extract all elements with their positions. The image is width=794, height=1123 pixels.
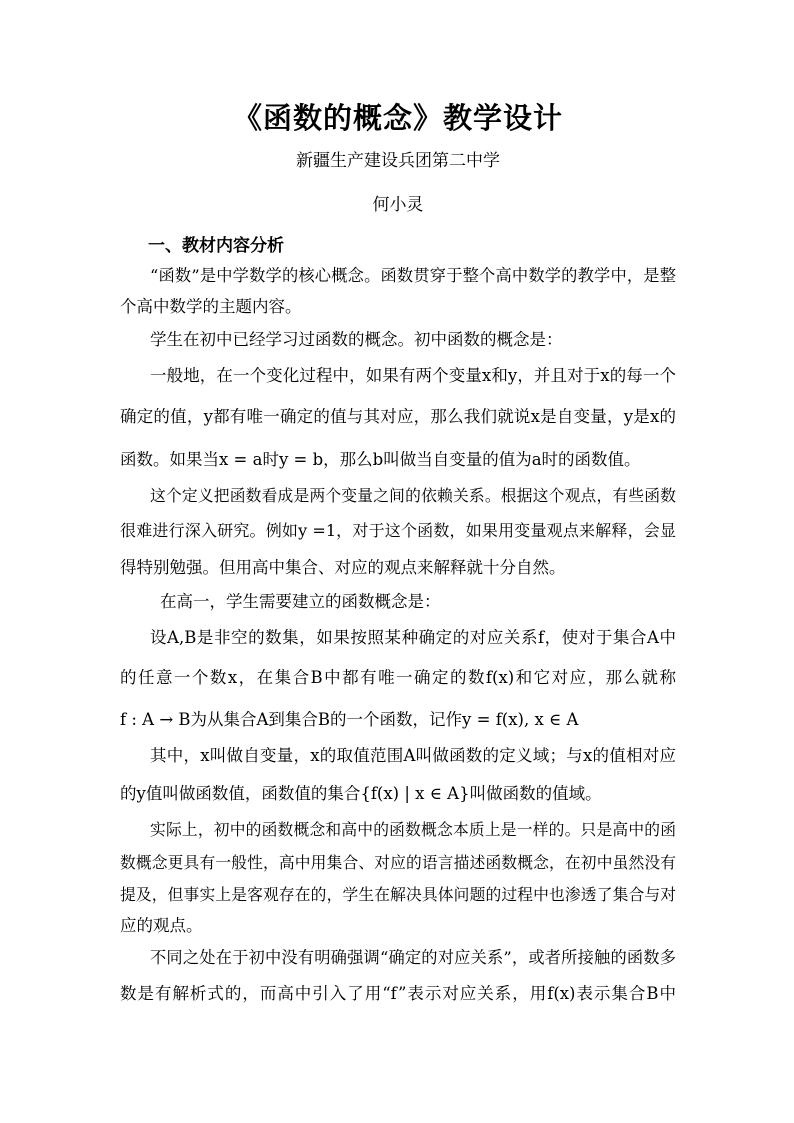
paragraph-line: 这个定义把函数看成是两个变量之间的依赖关系。根据这个观点，有些函数 bbox=[150, 486, 676, 505]
paragraph-line: 的y值叫做函数值，函数值的集合{f(x) | x ∈ A}叫做函数的值域。 bbox=[120, 784, 602, 803]
paragraph-line: 得特别勉强。但用高中集合、对应的观点来解释就十分自然。 bbox=[120, 558, 566, 577]
paragraph-line: 很难进行深入研究。例如y =1，对于这个函数，如果用变量观点来解释，会显 bbox=[120, 521, 676, 540]
school-name: 新疆生产建设兵团第二中学 bbox=[296, 151, 500, 171]
paragraph-line: 学生在初中已经学习过函数的概念。初中函数的概念是： bbox=[150, 330, 563, 349]
section-heading: 一、教材内容分析 bbox=[148, 236, 284, 256]
paragraph-line: 设A,B是非空的数集，如果按照某种确定的对应关系f，使对于集合A中 bbox=[150, 628, 676, 647]
paragraph-line: 其中，x叫做自变量，x的取值范围A叫做函数的定义域；与x的值相对应 bbox=[150, 746, 676, 765]
paragraph-line: 的任意一个数x，在集合B中都有唯一确定的数f(x)和它对应，那么就称 bbox=[120, 668, 676, 687]
document-title: 《函数的概念》教学设计 bbox=[232, 101, 563, 135]
paragraph-line: “函数”是中学数学的核心概念。函数贯穿于整个高中数学的教学中，是整 bbox=[150, 266, 676, 285]
paragraph-line: 数是有解析式的，而高中引入了用“f”表示对应关系，用f(x)表示集合B中 bbox=[120, 984, 676, 1003]
paragraph-line: 在高一，学生需要建立的函数概念是： bbox=[160, 592, 441, 611]
paragraph-line: 函数。如果当x = a时y = b，那么b叫做当自变量的值为a时的函数值。 bbox=[120, 450, 641, 469]
paragraph-line: 提及，但事实上是客观存在的，学生在解决具体问题的过程中也渗透了集合与对 bbox=[120, 885, 676, 904]
paragraph-line: 数概念更具有一般性，高中用集合、对应的语言描述函数概念，在初中虽然没有 bbox=[120, 853, 676, 872]
paragraph-line: 确定的值，y都有唯一确定的值与其对应，那么我们就说x是自变量，y是x的 bbox=[120, 407, 676, 426]
paragraph-line: 一般地，在一个变化过程中，如果有两个变量x和y，并且对于x的每一个 bbox=[150, 366, 676, 385]
paragraph-line: f : A → B为从集合A到集合B的一个函数，记作y = f(x), x ∈ A bbox=[120, 710, 579, 729]
paragraph-line: 应的观点。 bbox=[120, 916, 203, 935]
paragraph-line: 不同之处在于初中没有明确强调“确定的对应关系”，或者所接触的函数多 bbox=[150, 948, 676, 967]
author-name: 何小灵 bbox=[372, 195, 424, 215]
paragraph-line: 个高中数学的主题内容。 bbox=[120, 297, 302, 316]
paragraph-line: 实际上，初中的函数概念和高中的函数概念本质上是一样的。只是高中的函 bbox=[150, 820, 676, 839]
